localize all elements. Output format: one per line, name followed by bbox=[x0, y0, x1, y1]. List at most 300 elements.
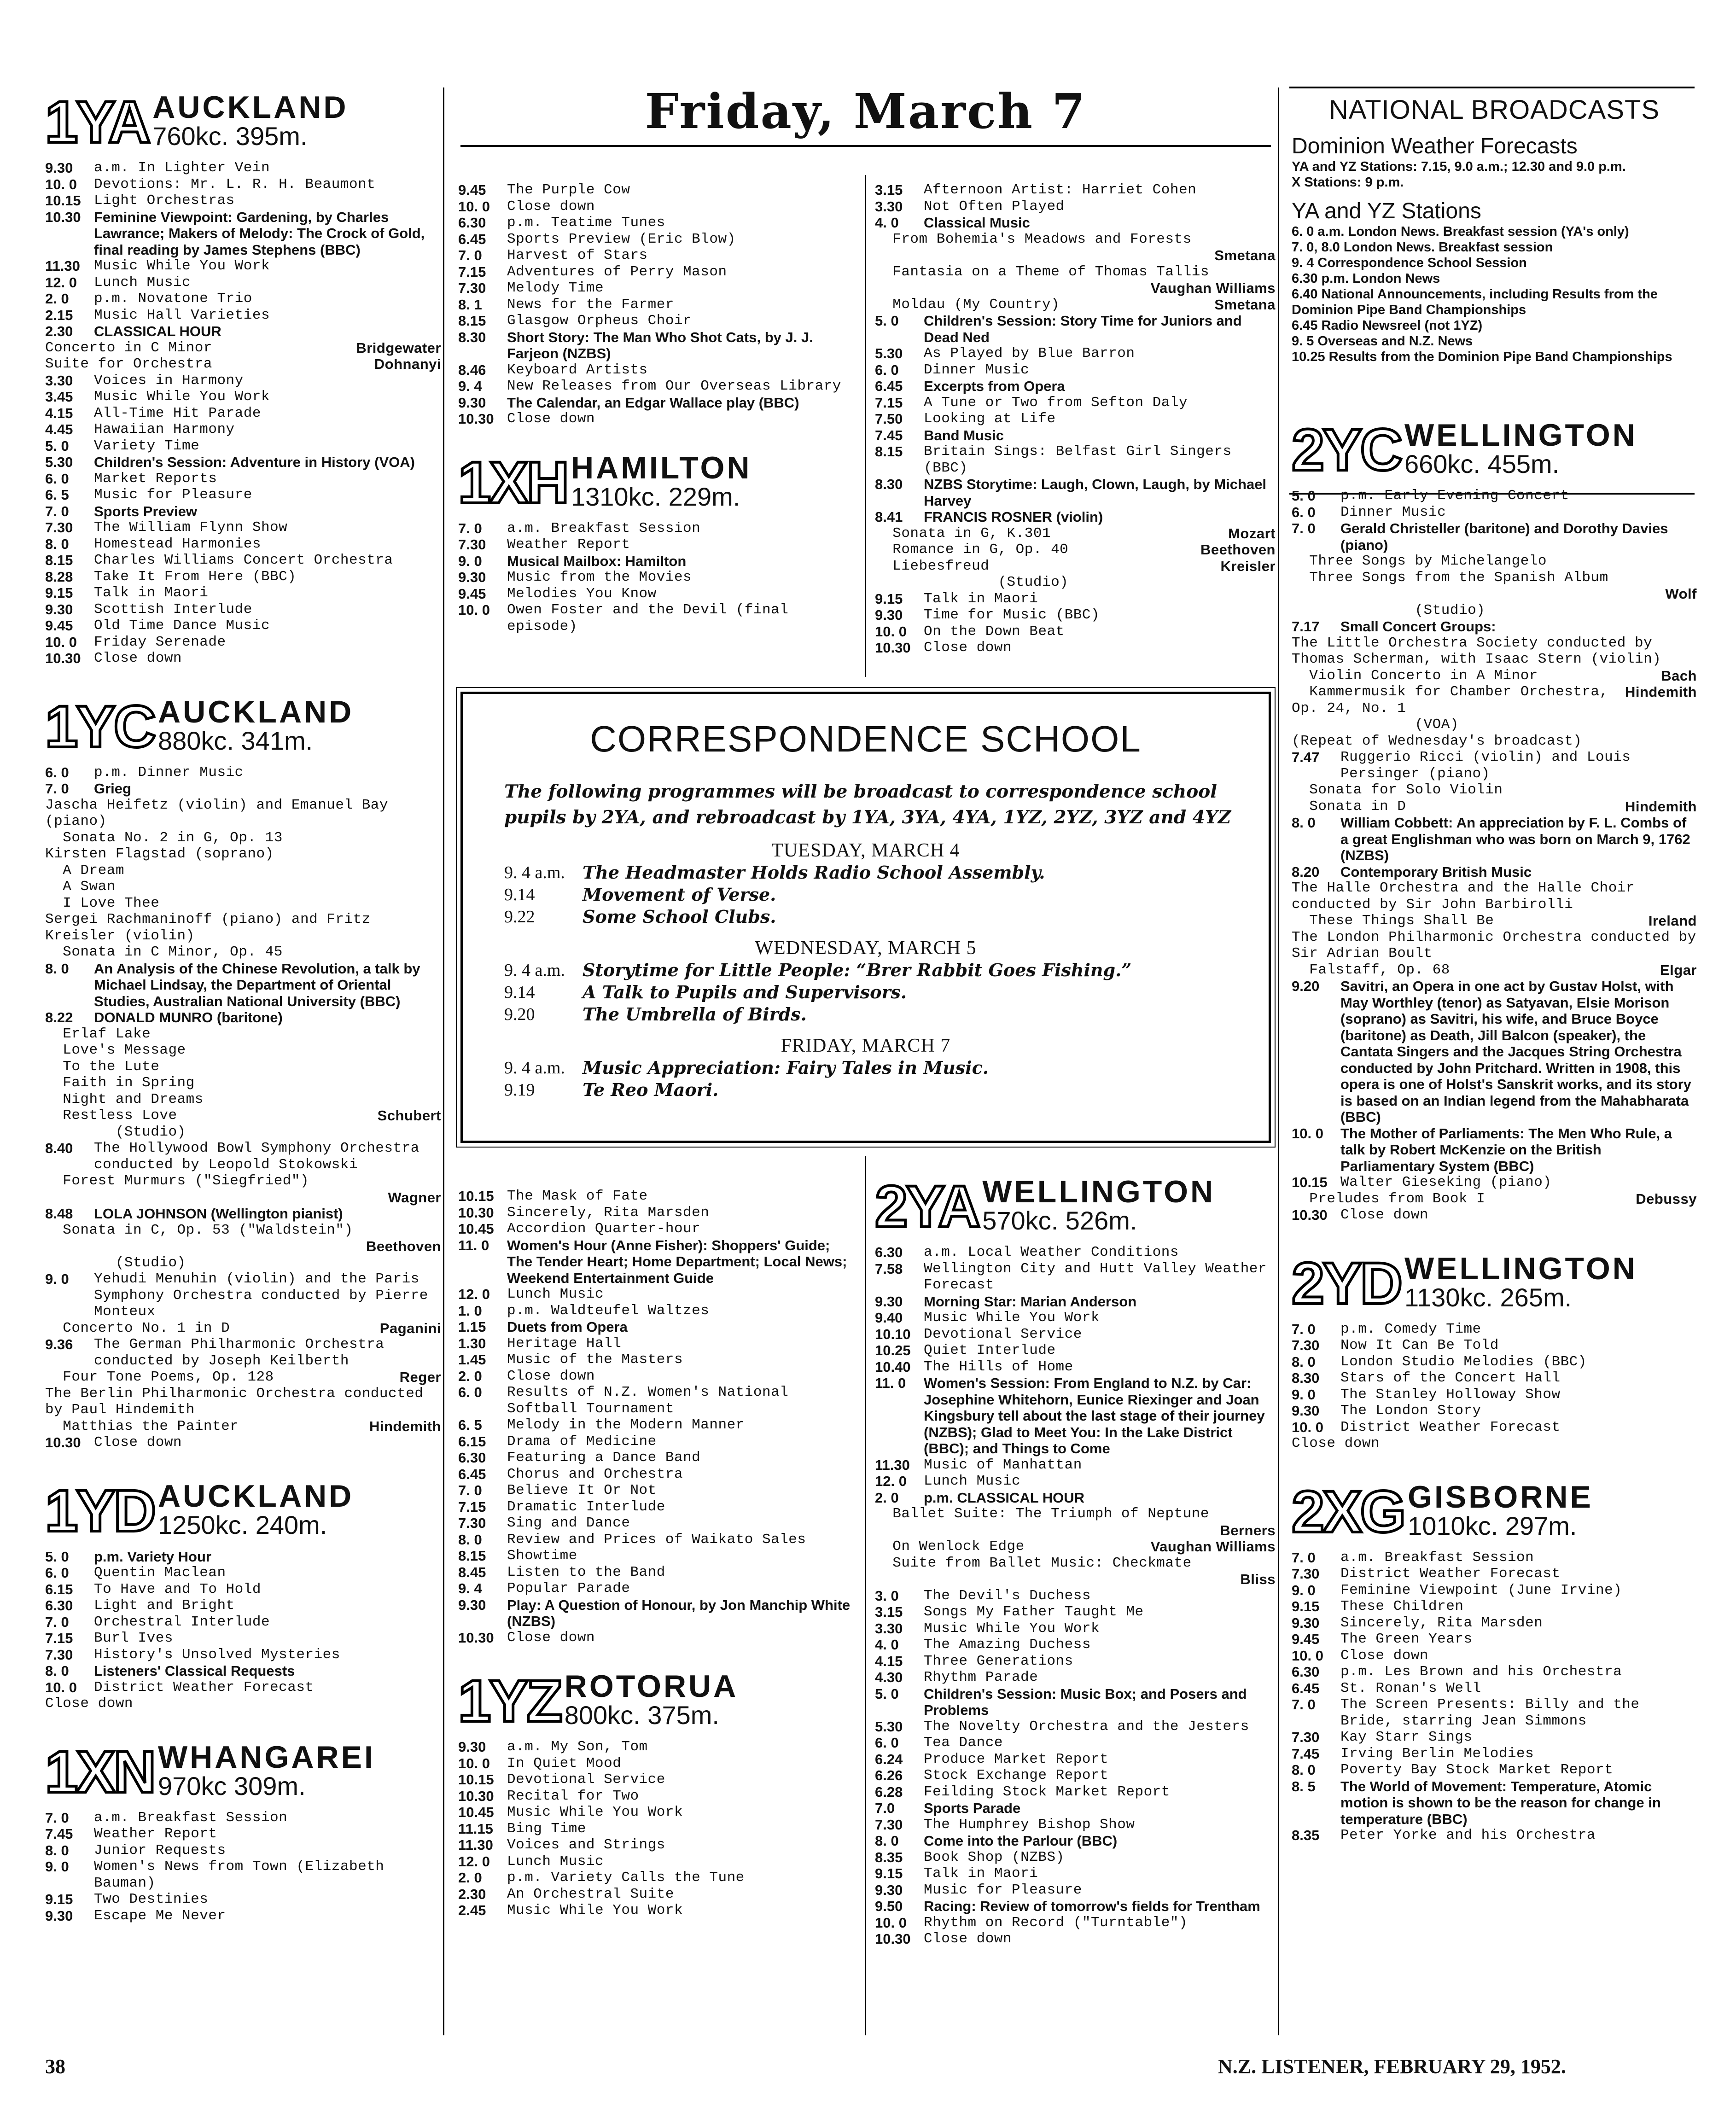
programme-title: Dinner Music bbox=[1340, 504, 1446, 520]
programme-title: p.m. Waldteufel Waltzes bbox=[507, 1302, 710, 1319]
programme-item bbox=[1292, 1550, 1697, 1566]
weather-line: X Stations: 9 p.m. bbox=[1292, 175, 1404, 190]
programme-title: Produce Market Report bbox=[924, 1751, 1109, 1767]
programme-item bbox=[1292, 1762, 1697, 1778]
programme-time: 9.15 bbox=[45, 1891, 73, 1907]
programme-time: 9.30 bbox=[875, 607, 903, 623]
programme-title: An Analysis of the Chinese Revolution, a talk by Michael Lindsay, the Department of Oriental Studies, Australian National University (BBC) bbox=[94, 960, 420, 1009]
work-composer: Paganini bbox=[379, 1320, 441, 1336]
programme-detail: Forest Murmurs ("Siegfried") bbox=[45, 1173, 309, 1189]
programme-item bbox=[458, 553, 859, 570]
programme-title: Light and Bright bbox=[94, 1597, 235, 1614]
programme-time: 10.45 bbox=[458, 1221, 494, 1237]
programme-time: 8. 0 bbox=[45, 1842, 69, 1859]
programme-title: The Novelty Orchestra and the Jesters bbox=[924, 1718, 1249, 1735]
station-callsign: 2XG bbox=[1292, 1479, 1404, 1545]
programme-title: Drama of Medicine bbox=[507, 1433, 657, 1450]
programme-title: Rhythm Parade bbox=[924, 1669, 1038, 1685]
programme-item bbox=[45, 1614, 441, 1631]
national-line: 6.30 p.m. London News bbox=[1292, 271, 1440, 286]
programme-time: 10.30 bbox=[45, 650, 81, 666]
programme-title: Music Hall Varieties bbox=[94, 307, 270, 323]
national-line: 7. 0, 8.0 London News. Breakfast session bbox=[1292, 240, 1553, 255]
station-callsign: 1YC bbox=[45, 693, 154, 760]
programme-item bbox=[45, 421, 441, 438]
programme-title: Contemporary British Music bbox=[1340, 863, 1532, 880]
programme-item bbox=[875, 509, 1276, 525]
station-name: WHANGAREI bbox=[158, 1739, 375, 1775]
programme-time: 8. 0 bbox=[458, 1531, 482, 1548]
work-title: Matthias the Painter bbox=[45, 1418, 239, 1434]
programme-time: 10.30 bbox=[458, 411, 494, 427]
column-left bbox=[45, 81, 441, 2033]
programme-item bbox=[1292, 1403, 1697, 1419]
programme-item bbox=[458, 395, 859, 411]
programme-title: Scottish Interlude bbox=[94, 601, 252, 618]
programme-title: p.m. CLASSICAL HOUR bbox=[924, 1489, 1085, 1506]
programme-detail: (Studio) bbox=[875, 574, 1069, 590]
programme-time: 2. 0 bbox=[458, 1368, 482, 1384]
work-composer: Beethoven bbox=[1200, 542, 1276, 558]
programme-time: 2.30 bbox=[45, 323, 73, 339]
programme-time: 11.30 bbox=[45, 258, 80, 274]
programme-work bbox=[1292, 798, 1697, 815]
correspondence-programme: A Talk to Pupils and Supervisors. bbox=[583, 982, 907, 1002]
correspondence-time: 9. 4 a.m. bbox=[504, 961, 565, 980]
programme-title: Talk in Maori bbox=[924, 590, 1038, 607]
programme-title: Devotional Service bbox=[507, 1771, 665, 1788]
programme-item bbox=[45, 1206, 441, 1222]
programme-item bbox=[45, 1663, 441, 1679]
programme-item bbox=[875, 1686, 1276, 1719]
programme-time: 7.17 bbox=[1292, 618, 1320, 635]
programme-item bbox=[1292, 1419, 1697, 1436]
programme-time: 10.15 bbox=[458, 1771, 494, 1788]
programme-title: Children's Session: Adventure in History (VOA) bbox=[94, 454, 415, 470]
programme-time: 12. 0 bbox=[45, 274, 77, 291]
programme-time: 7.15 bbox=[458, 1498, 486, 1515]
programme-time: 8. 0 bbox=[1292, 815, 1316, 831]
programme-title: The London Story bbox=[1340, 1403, 1481, 1419]
programme-item bbox=[45, 1140, 441, 1173]
programme-title: Tea Dance bbox=[924, 1735, 1003, 1751]
station-1xn bbox=[45, 1730, 441, 1924]
programme-detail: Love's Message bbox=[45, 1042, 186, 1058]
correspondence-item bbox=[504, 1079, 1269, 1101]
programme-time: 7. 0 bbox=[45, 1809, 69, 1826]
correspondence-days bbox=[463, 839, 1269, 1101]
programme-item bbox=[875, 623, 1276, 640]
programme-time: 7.30 bbox=[458, 280, 486, 296]
station-callsign: 2YD bbox=[1292, 1250, 1401, 1317]
programme-title: St. Ronan's Well bbox=[1340, 1680, 1481, 1696]
programme-title: Close down bbox=[1340, 1207, 1429, 1223]
programme-item bbox=[1292, 1729, 1697, 1746]
programme-item bbox=[875, 1244, 1276, 1261]
programme-title: Owen Foster and the Devil (final episode) bbox=[507, 602, 789, 635]
programme-time: 7.47 bbox=[1292, 749, 1320, 765]
programme-title: Bing Time bbox=[507, 1820, 586, 1837]
programme-item bbox=[45, 274, 441, 291]
station-name: GISBORNE bbox=[1408, 1479, 1593, 1515]
programme-time: 8.30 bbox=[458, 329, 486, 345]
programme-title: Sports Preview (Eric Blow) bbox=[507, 231, 736, 247]
programme-item bbox=[458, 1630, 859, 1646]
programme-work bbox=[1292, 586, 1697, 602]
programme-item bbox=[458, 1205, 859, 1221]
programme-time: 10.10 bbox=[875, 1326, 911, 1342]
station-header bbox=[1292, 408, 1697, 483]
programme-time: 6.28 bbox=[875, 1783, 903, 1800]
programme-time: 9.30 bbox=[458, 1596, 486, 1613]
programme-time: 7.30 bbox=[1292, 1337, 1320, 1353]
programme-title: On the Down Beat bbox=[924, 623, 1065, 640]
programme-item bbox=[458, 247, 859, 264]
programme-title: Sports Preview bbox=[94, 503, 197, 519]
programme-time: 7.30 bbox=[875, 1816, 903, 1833]
national-line: 6.40 National Announcements, including Results from the Dominion Pipe Band Championships bbox=[1292, 287, 1658, 317]
station-name-block bbox=[158, 696, 354, 754]
programme-item bbox=[1292, 618, 1697, 635]
programme-item bbox=[875, 1784, 1276, 1800]
programme-time: 7.30 bbox=[45, 519, 73, 536]
programme-title: Lunch Music bbox=[924, 1473, 1021, 1489]
programme-time: 9.15 bbox=[875, 590, 903, 607]
programme-time: 10. 0 bbox=[1292, 1647, 1323, 1664]
programme-item bbox=[458, 602, 859, 635]
programme-item bbox=[45, 1009, 441, 1026]
programme-title: Close down bbox=[924, 640, 1012, 656]
programme-time: 6.26 bbox=[875, 1767, 903, 1783]
programme-item bbox=[45, 307, 441, 324]
programme-time: 5. 0 bbox=[45, 437, 69, 454]
programme-time: 9.45 bbox=[1292, 1631, 1320, 1647]
work-composer: Berners bbox=[1220, 1522, 1276, 1538]
programme-title: Excerpts from Opera bbox=[924, 378, 1065, 394]
programme-time: 2. 0 bbox=[458, 1870, 482, 1886]
programme-detail: A Dream bbox=[45, 862, 124, 879]
programme-item bbox=[458, 1482, 859, 1499]
programme-title: The Screen Presents: Billy and the Bride, starring Jean Simmons bbox=[1340, 1696, 1640, 1729]
work-composer: Bach bbox=[1661, 667, 1697, 684]
programme-title: Adventures of Perry Mason bbox=[507, 263, 727, 280]
programme-work bbox=[45, 340, 441, 356]
programme-title: Band Music bbox=[924, 427, 1004, 443]
station-frequency: 760kc. 395m. bbox=[152, 122, 308, 151]
work-title: Falstaff, Op. 68 bbox=[1292, 961, 1450, 978]
programme-time: 4.15 bbox=[45, 405, 73, 421]
programme-item bbox=[458, 1188, 859, 1205]
programme-time: 7. 0 bbox=[1292, 520, 1316, 536]
programme-title: Homestead Harmonies bbox=[94, 536, 261, 552]
programme-item bbox=[45, 503, 441, 520]
programme-time: 10. 0 bbox=[458, 198, 490, 215]
work-composer: Debussy bbox=[1636, 1190, 1697, 1207]
programme-title: Light Orchestras bbox=[94, 192, 235, 209]
programme-item bbox=[875, 378, 1276, 395]
station-frequency: 880kc. 341m. bbox=[158, 726, 313, 755]
programme-item bbox=[45, 519, 441, 536]
weather-line: YA and YZ Stations: 7.15, 9.0 a.m.; 12.30 and 9.0 p.m. bbox=[1292, 159, 1626, 174]
programme-detail: From Bohemia's Meadows and Forests bbox=[875, 231, 1192, 247]
correspondence-item bbox=[504, 884, 1269, 906]
programme-item bbox=[45, 176, 441, 193]
programme-time: 10. 0 bbox=[875, 623, 907, 640]
programme-item bbox=[45, 569, 441, 585]
correspondence-item bbox=[504, 1003, 1269, 1025]
station-frequency: 1010kc. 297m. bbox=[1408, 1511, 1577, 1540]
station-callsign: 2YA bbox=[875, 1174, 979, 1240]
station-frequency: 1310kc. 229m. bbox=[571, 482, 740, 511]
programme-item bbox=[1292, 504, 1697, 521]
programme-title: Classical Music bbox=[924, 215, 1030, 231]
programme-title: Children's Session: Music Box; and Posers and Problems bbox=[924, 1685, 1247, 1718]
programme-time: 7.30 bbox=[458, 1515, 486, 1531]
programme-title: Dinner Music bbox=[924, 361, 1030, 378]
programme-time: 9.20 bbox=[1292, 978, 1320, 994]
correspondence-item bbox=[504, 981, 1269, 1003]
programme-time: 9.30 bbox=[1292, 1614, 1320, 1631]
programme-item bbox=[1292, 1648, 1697, 1664]
programme-time: 5. 0 bbox=[45, 1548, 69, 1565]
programme-item bbox=[458, 1886, 859, 1903]
programme-item bbox=[458, 1303, 859, 1319]
programme-time: 3.30 bbox=[875, 198, 903, 215]
programme-time: 6.45 bbox=[875, 378, 903, 394]
work-title: Sonata in D bbox=[1292, 798, 1406, 815]
programme-title: p.m. Variety Calls the Tune bbox=[507, 1870, 745, 1886]
programme-time: 10. 0 bbox=[45, 634, 77, 650]
work-title: Preludes from Book I bbox=[1292, 1190, 1486, 1207]
programme-time: 8.15 bbox=[458, 313, 486, 329]
station-name: WELLINGTON bbox=[982, 1174, 1216, 1209]
programme-title: The Hollywood Bowl Symphony Orchestra conducted by Leopold Stokowski bbox=[94, 1140, 419, 1173]
programme-title: Music from the Movies bbox=[507, 569, 692, 585]
programme-title: Duets from Opera bbox=[507, 1319, 628, 1335]
programme-title: Quiet Interlude bbox=[924, 1342, 1056, 1358]
work-composer: Schubert bbox=[377, 1107, 441, 1124]
programme-time: 6. 0 bbox=[45, 764, 69, 781]
programme-item bbox=[45, 764, 441, 781]
station-name: WELLINGTON bbox=[1404, 418, 1637, 453]
programme-title: a.m. My Son, Tom bbox=[507, 1739, 648, 1755]
programme-title: Market Reports bbox=[94, 470, 217, 487]
programme-item bbox=[45, 1679, 441, 1696]
programme-item bbox=[875, 395, 1276, 411]
programme-time: 1.45 bbox=[458, 1352, 486, 1368]
programme-time: 2. 0 bbox=[875, 1489, 899, 1506]
programme-work bbox=[45, 356, 441, 373]
programme-time: 8.46 bbox=[458, 361, 486, 378]
programme-title: As Played by Blue Barron bbox=[924, 345, 1135, 361]
programme-item bbox=[1292, 1696, 1697, 1729]
programme-title: Music While You Work bbox=[507, 1902, 683, 1918]
programme-time: 12. 0 bbox=[458, 1286, 490, 1302]
programme-detail: Night and Dreams bbox=[45, 1091, 204, 1107]
programme-item bbox=[458, 1221, 859, 1237]
programme-title: Feilding Stock Market Report bbox=[924, 1783, 1170, 1800]
programme-time: 7. 0 bbox=[458, 520, 482, 536]
work-composer: Beethoven bbox=[366, 1238, 441, 1254]
programme-item bbox=[875, 1293, 1276, 1310]
programme-time: 9. 4 bbox=[458, 1580, 482, 1596]
programme-time: 11. 0 bbox=[458, 1237, 489, 1253]
work-composer: Smetana bbox=[1214, 247, 1276, 263]
programme-title: Hawaiian Harmony bbox=[94, 421, 235, 437]
programme-time: 7.30 bbox=[1292, 1566, 1320, 1582]
programme-item bbox=[458, 1739, 859, 1755]
work-title: Concerto in C Minor bbox=[45, 339, 212, 356]
programme-time: 6.45 bbox=[458, 1466, 486, 1482]
station-name-block bbox=[158, 1739, 375, 1800]
programme-title: LOLA JOHNSON (Wellington pianist) bbox=[94, 1206, 343, 1222]
programme-time: 7.30 bbox=[458, 536, 486, 553]
programme-item bbox=[45, 1647, 441, 1663]
programme-title: News for the Farmer bbox=[507, 296, 674, 313]
programme-item bbox=[1292, 1354, 1697, 1370]
programme-time: 1.30 bbox=[458, 1335, 486, 1352]
programme-item bbox=[45, 192, 441, 209]
station-1ya-cont bbox=[458, 182, 859, 427]
programme-item bbox=[875, 1931, 1276, 1947]
programme-title: Burl Ives bbox=[94, 1630, 173, 1646]
programme-detail: The London Philharmonic Orchestra conducted by Sir Adrian Boult bbox=[1292, 929, 1705, 961]
work-title: Violin Concerto in A Minor bbox=[1292, 667, 1538, 684]
programme-time: 10. 0 bbox=[45, 176, 77, 192]
work-title: Suite for Orchestra bbox=[45, 356, 212, 372]
programme-time: 10. 0 bbox=[458, 602, 490, 618]
programme-time: 8. 0 bbox=[875, 1833, 899, 1849]
programme-work bbox=[1292, 1191, 1697, 1207]
national-line: 6.45 Radio Newsreel (not 1YZ) bbox=[1292, 318, 1483, 333]
programme-time: 10.30 bbox=[875, 1931, 911, 1947]
weather-heading: Dominion Weather Forecasts bbox=[1292, 134, 1578, 158]
programme-time: 9.45 bbox=[458, 585, 486, 602]
programme-work bbox=[45, 1418, 441, 1435]
column-mid-d bbox=[875, 1165, 1276, 2035]
programme-time: 6.30 bbox=[875, 1244, 903, 1260]
programme-time: 9. 0 bbox=[1292, 1386, 1316, 1403]
programme-item bbox=[1292, 864, 1697, 880]
programme-time: 8.35 bbox=[1292, 1827, 1320, 1843]
programme-time: 10. 0 bbox=[458, 1755, 490, 1771]
programme-title: Variety Time bbox=[94, 437, 200, 454]
title-rule bbox=[460, 145, 1271, 147]
programme-item bbox=[45, 536, 441, 553]
programme-item bbox=[45, 160, 441, 176]
programme-title: Friday Serenade bbox=[94, 634, 226, 650]
programme-time: 6. 0 bbox=[875, 1735, 899, 1751]
programme-time: 9.15 bbox=[875, 1865, 903, 1882]
station-name-block bbox=[152, 92, 348, 150]
programme-title: Sports Parade bbox=[924, 1800, 1021, 1816]
station-header bbox=[875, 1165, 1276, 1240]
programme-work bbox=[1292, 962, 1697, 979]
programme-item bbox=[458, 1580, 859, 1597]
programme-detail: (Studio) bbox=[1292, 602, 1486, 618]
programme-time: 10.30 bbox=[458, 1204, 494, 1221]
programme-item bbox=[875, 1882, 1276, 1899]
programme-title: Heritage Hall bbox=[507, 1335, 622, 1352]
programme-time: 9.50 bbox=[875, 1898, 903, 1914]
programme-work bbox=[875, 1522, 1276, 1539]
programme-time: 2.45 bbox=[458, 1902, 486, 1918]
programme-time: 5.30 bbox=[875, 345, 903, 361]
programme-work bbox=[45, 1369, 441, 1386]
programme-title: Devotional Service bbox=[924, 1326, 1082, 1342]
programme-time: 7.30 bbox=[45, 1646, 73, 1663]
programme-time: 10.30 bbox=[458, 1629, 494, 1646]
programme-time: 4. 0 bbox=[875, 1637, 899, 1653]
correspondence-day: FRIDAY, MARCH 7 bbox=[781, 1035, 951, 1056]
programme-time: 11.30 bbox=[875, 1457, 910, 1473]
programme-time: 8.30 bbox=[1292, 1370, 1320, 1386]
station-header bbox=[458, 441, 859, 516]
programme-title: Melody in the Modern Manner bbox=[507, 1417, 745, 1433]
programme-time: 9. 0 bbox=[45, 1859, 69, 1875]
programme-title: Music While You Work bbox=[94, 258, 270, 274]
programme-time: 6.30 bbox=[458, 1450, 486, 1466]
programme-item bbox=[45, 1859, 441, 1891]
station-name: HAMILTON bbox=[571, 450, 752, 485]
programme-item bbox=[875, 313, 1276, 345]
programme-item bbox=[45, 471, 441, 487]
station-callsign: 1YD bbox=[45, 1478, 154, 1544]
programme-item bbox=[458, 520, 859, 537]
programme-time: 3.15 bbox=[875, 1604, 903, 1620]
programme-item bbox=[458, 215, 859, 231]
programme-time: 7. 0 bbox=[458, 1482, 482, 1498]
programme-item bbox=[458, 280, 859, 297]
station-name: AUCKLAND bbox=[158, 694, 354, 729]
correspondence-programme: Storytime for Little People: “Brer Rabbit Goes Fishing.” bbox=[583, 960, 1132, 980]
programme-work bbox=[875, 247, 1276, 264]
programme-work bbox=[45, 1107, 441, 1124]
station-1yz bbox=[458, 1660, 859, 1919]
programme-detail: Faith in Spring bbox=[45, 1075, 195, 1091]
programme-item bbox=[875, 1359, 1276, 1375]
programme-title: Accordion Quarter-hour bbox=[507, 1221, 701, 1237]
programme-detail: Sonata for Solo Violin bbox=[1292, 782, 1503, 798]
programme-item bbox=[458, 329, 859, 362]
programme-item bbox=[875, 1915, 1276, 1931]
programme-time: 8. 1 bbox=[458, 296, 482, 313]
programme-detail: Erlaf Lake bbox=[45, 1025, 151, 1042]
programme-item bbox=[1292, 1598, 1697, 1615]
programme-title: Stars of the Concert Hall bbox=[1340, 1370, 1561, 1386]
programme-title: District Weather Forecast bbox=[1340, 1566, 1561, 1582]
programme-item bbox=[458, 1515, 859, 1532]
right-listings bbox=[1292, 408, 1705, 1844]
programme-item bbox=[458, 1564, 859, 1581]
programme-title: Dramatic Interlude bbox=[507, 1498, 665, 1515]
programme-time: 8.48 bbox=[45, 1206, 73, 1222]
correspondence-programme: The Umbrella of Birds. bbox=[583, 1004, 807, 1025]
programme-item bbox=[458, 1548, 859, 1564]
programme-item bbox=[875, 640, 1276, 656]
programme-work bbox=[45, 1189, 441, 1206]
work-title: Sonata in G, K.301 bbox=[875, 525, 1051, 542]
column-rule bbox=[443, 87, 444, 2035]
programme-title: The William Flynn Show bbox=[94, 519, 288, 536]
column-right bbox=[1292, 94, 1705, 2035]
work-title: Liebesfreud bbox=[875, 558, 990, 574]
programme-time: 6. 0 bbox=[458, 1384, 482, 1400]
programme-item bbox=[45, 1826, 441, 1842]
programme-time: 11. 0 bbox=[875, 1375, 906, 1391]
correspondence-item bbox=[504, 959, 1269, 981]
programme-item bbox=[875, 1604, 1276, 1620]
